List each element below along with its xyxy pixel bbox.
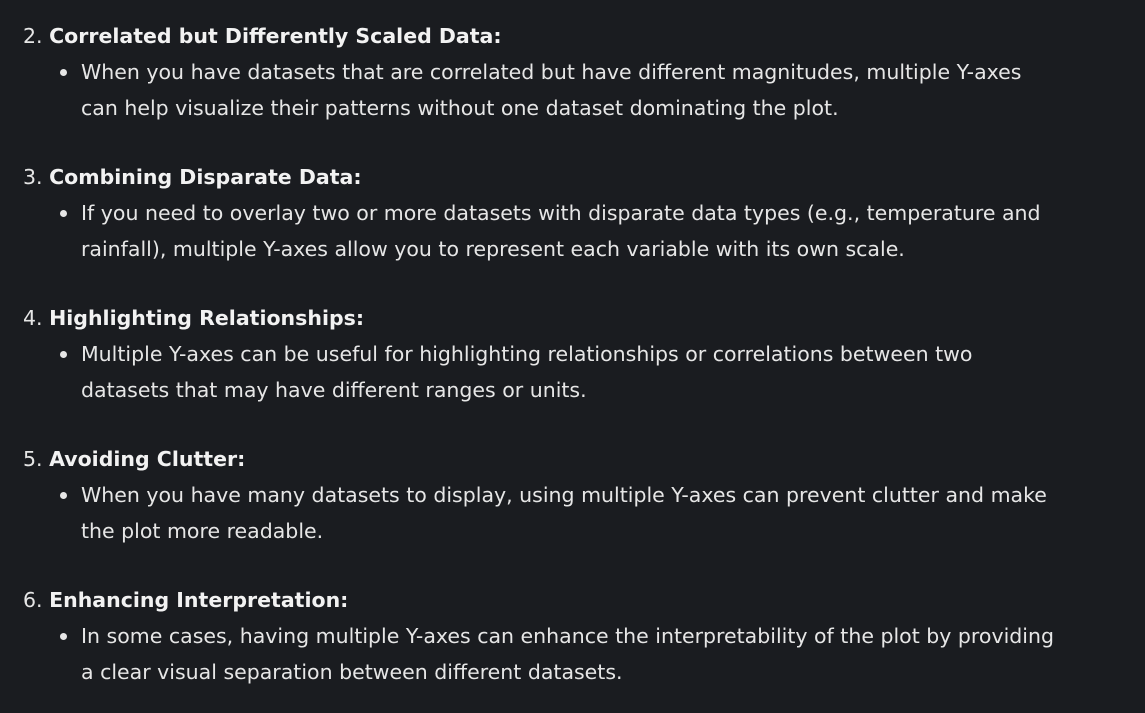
list-item-heading — [23, 582, 1145, 618]
bullet-dot-icon — [60, 351, 67, 358]
bullet-text: Multiple Y-axes can be useful for highlighting relationships or correlations between two datasets that may have different ranges or units. — [81, 342, 973, 402]
bullet-text: When you have many datasets to display, using multiple Y-axes can prevent clutter and make the plot more readable. — [81, 483, 1047, 543]
list-item-heading — [23, 441, 1145, 477]
list-item-number: 2. — [23, 24, 43, 48]
list-item-number: 6. — [23, 588, 43, 612]
bullet-dot-icon — [60, 69, 67, 76]
bullet-point — [23, 54, 1063, 126]
bullet-text: When you have datasets that are correlated but have different magnitudes, multiple Y-axes can help visualize their patterns without one dataset dominating the plot. — [81, 60, 1022, 120]
list-item-number: 4. — [23, 306, 43, 330]
bullet-text: If you need to overlay two or more datasets with disparate data types (e.g., temperature and rainfall), multiple Y-axes allow you to represent each variable with its own scale. — [81, 201, 1041, 261]
bullet-point — [23, 336, 1063, 408]
bullet-point — [23, 477, 1063, 549]
list-item-title: Avoiding Clutter: — [49, 447, 246, 471]
bullet-dot-icon — [60, 633, 67, 640]
list-item-heading — [23, 159, 1145, 195]
list-item-heading — [23, 18, 1145, 54]
list-item-number: 5. — [23, 447, 43, 471]
list-item-title: Enhancing Interpretation: — [49, 588, 349, 612]
list-item-title: Combining Disparate Data: — [49, 165, 362, 189]
list-item-heading — [23, 300, 1145, 336]
list-item-title: Correlated but Differently Scaled Data: — [49, 24, 502, 48]
bullet-dot-icon — [60, 210, 67, 217]
list-item-number: 3. — [23, 165, 43, 189]
list-item-title: Highlighting Relationships: — [49, 306, 365, 330]
bullet-point — [23, 195, 1063, 267]
list-item — [23, 300, 1145, 408]
list-item — [23, 159, 1145, 267]
bullet-text: In some cases, having multiple Y-axes can enhance the interpretability of the plot by providing a clear visual separation between different datasets. — [81, 624, 1054, 684]
list-item — [23, 582, 1145, 690]
bullet-dot-icon — [60, 492, 67, 499]
list-item — [23, 441, 1145, 549]
bullet-point — [23, 618, 1063, 690]
list-item — [23, 18, 1145, 126]
